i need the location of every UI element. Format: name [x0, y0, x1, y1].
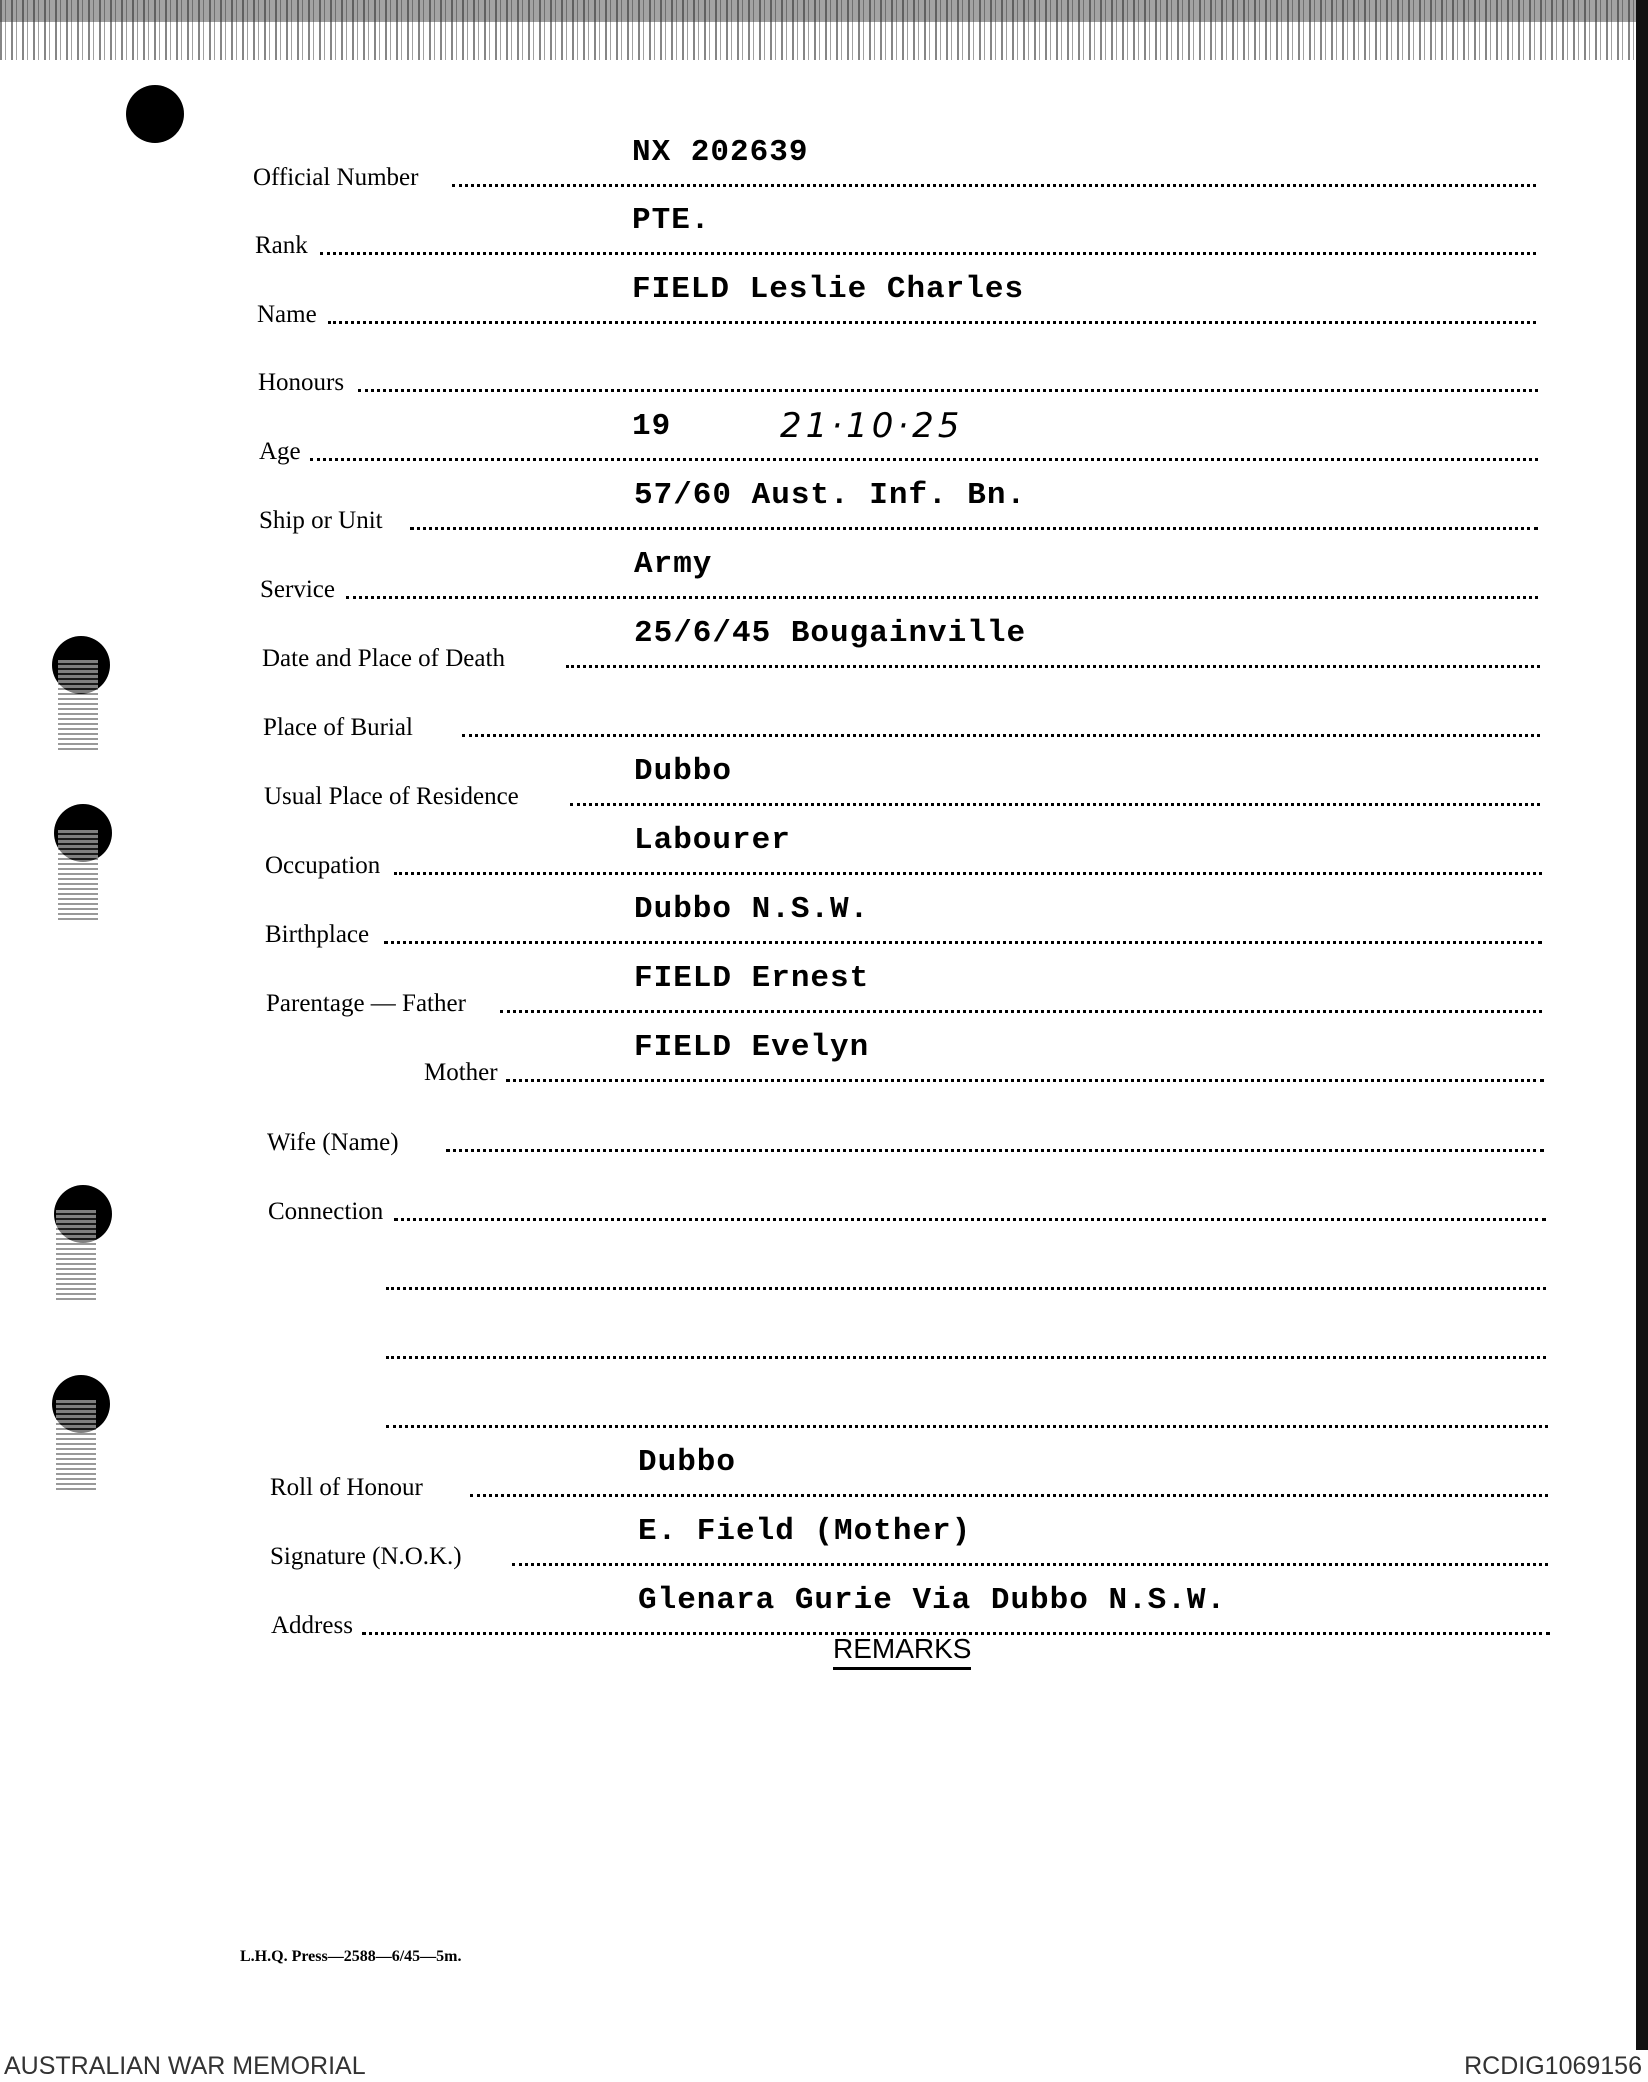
- dotted-line: [328, 321, 1536, 324]
- field-label: Date and Place of Death: [262, 645, 505, 672]
- dotted-line: [386, 1287, 1546, 1290]
- dotted-line: [410, 527, 1538, 530]
- field-value: FIELD Ernest: [634, 961, 870, 996]
- field-rank: [0, 204, 1648, 264]
- dotted-line: [386, 1425, 1548, 1428]
- field-connection: [0, 1170, 1648, 1230]
- footer-id: RCDIG1069156: [1464, 2052, 1642, 2080]
- field-place-of-burial: [0, 686, 1648, 746]
- field-value: 25/6/45 Bougainville: [634, 616, 1027, 651]
- field-address: [0, 1584, 1648, 1644]
- field-official-number: [0, 136, 1648, 196]
- field-roll-of-honour: [0, 1446, 1648, 1506]
- dotted-line: [386, 1356, 1546, 1359]
- dotted-line: [384, 941, 1542, 944]
- field-label: Roll of Honour: [270, 1474, 423, 1501]
- field-value: Dubbo N.S.W.: [634, 892, 870, 927]
- field-wife: [0, 1101, 1648, 1161]
- dotted-line: [512, 1563, 1548, 1566]
- dotted-line: [470, 1494, 1548, 1497]
- field-usual-residence: [0, 755, 1648, 815]
- field-label: Address: [271, 1612, 353, 1639]
- dotted-line: [570, 803, 1540, 806]
- field-label: Usual Place of Residence: [264, 783, 519, 810]
- handwritten-date: 21·10·25: [780, 406, 964, 446]
- field-value: PTE.: [632, 203, 711, 238]
- dotted-line: [394, 1218, 1546, 1221]
- dotted-line: [462, 734, 1540, 737]
- field-label: Official Number: [253, 164, 419, 191]
- field-label: Name: [257, 301, 317, 328]
- dotted-line: [506, 1079, 1544, 1082]
- field-value: 19: [632, 409, 672, 444]
- field-value: FIELD Leslie Charles: [632, 272, 1025, 307]
- field-label: Parentage — Father: [266, 990, 466, 1017]
- field-signature: [0, 1515, 1648, 1575]
- scan-top-edge: [0, 0, 1648, 22]
- field-label: Age: [259, 438, 301, 465]
- dotted-line: [446, 1149, 1544, 1152]
- field-label: Mother: [424, 1059, 498, 1086]
- field-name: [0, 273, 1648, 333]
- field-mother: [0, 1031, 1648, 1091]
- field-value: E. Field (Mother): [638, 1514, 972, 1549]
- remarks-heading: REMARKS: [833, 1633, 971, 1670]
- connection-extra-line: [0, 1239, 1648, 1299]
- field-value: Labourer: [634, 823, 791, 858]
- field-value: FIELD Evelyn: [634, 1030, 870, 1065]
- field-value: NX 202639: [632, 135, 809, 170]
- footer-source: AUSTRALIAN WAR MEMORIAL: [4, 2052, 366, 2080]
- field-label: Occupation: [265, 852, 381, 879]
- dotted-line: [566, 665, 1540, 668]
- field-birthplace: [0, 893, 1648, 953]
- dotted-line: [500, 1010, 1542, 1013]
- field-father: [0, 962, 1648, 1022]
- field-value: Dubbo: [634, 754, 733, 789]
- field-honours: [0, 341, 1648, 401]
- field-label: Ship or Unit: [259, 507, 383, 534]
- connection-extra-line: [0, 1377, 1648, 1437]
- field-label: Honours: [258, 369, 345, 396]
- dotted-line: [320, 252, 1536, 255]
- printer-imprint: L.H.Q. Press—2588—6/45—5m.: [240, 1948, 462, 1965]
- field-value: Army: [634, 547, 713, 582]
- field-label: Place of Burial: [263, 714, 413, 741]
- punch-hole-top: [126, 85, 184, 143]
- dotted-line: [394, 872, 1542, 875]
- field-label: Rank: [255, 232, 308, 259]
- field-label: Signature (N.O.K.): [270, 1543, 462, 1570]
- field-value: Dubbo: [638, 1445, 737, 1480]
- field-value: Glenara Gurie Via Dubbo N.S.W.: [638, 1583, 1227, 1618]
- field-service: [0, 548, 1648, 608]
- dotted-line: [452, 184, 1536, 187]
- field-date-place-death: [0, 617, 1648, 677]
- field-ship-or-unit: [0, 479, 1648, 539]
- dotted-line: [346, 596, 1538, 599]
- field-label: Connection: [268, 1198, 384, 1225]
- field-age: [0, 406, 1648, 470]
- connection-extra-line: [0, 1308, 1648, 1368]
- field-value: 57/60 Aust. Inf. Bn.: [634, 478, 1027, 513]
- field-label: Service: [260, 576, 335, 603]
- dotted-line: [310, 458, 1538, 461]
- dotted-line: [358, 389, 1538, 392]
- field-label: Wife (Name): [267, 1129, 399, 1156]
- field-label: Birthplace: [265, 921, 370, 948]
- field-occupation: [0, 824, 1648, 884]
